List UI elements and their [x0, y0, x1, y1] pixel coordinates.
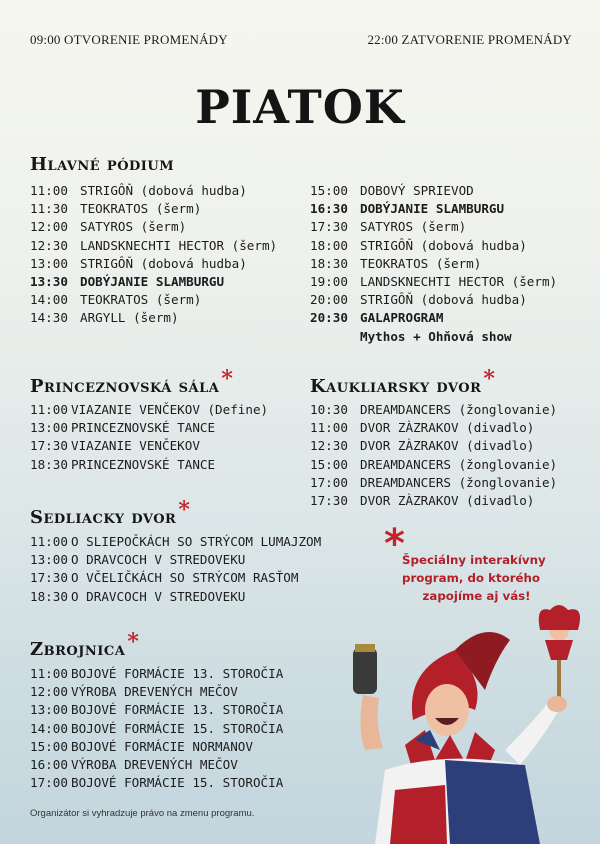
schedule-time: 20:30: [310, 310, 348, 326]
schedule-row: [30, 551, 321, 569]
schedule-row: [310, 401, 557, 419]
schedule-row: [30, 200, 277, 218]
princeznovska-list: [30, 401, 268, 474]
schedule-time: 15:00: [310, 183, 348, 198]
schedule-row: [310, 273, 557, 291]
schedule-event: O VČELIČKÁCH SO STRÝCOM RASŤOM: [71, 570, 299, 586]
section-title-hlavne-podium: Hlavné pódium: [30, 154, 175, 175]
schedule-event: DREAMDANCERS (žonglovanie): [360, 456, 558, 472]
zbrojnica-list: [30, 665, 283, 792]
schedule-time: 13:30: [30, 274, 68, 290]
schedule-time: 14:30: [30, 310, 68, 326]
schedule-row: [30, 218, 277, 236]
schedule-row: [310, 291, 557, 309]
schedule-event: BOJOVÉ FORMÁCIE 13. STOROČIA: [71, 666, 284, 681]
schedule-row: [310, 328, 557, 346]
section-title-princeznovska: Princeznovská sála*: [30, 366, 234, 397]
schedule-event: VÝROBA DREVENÝCH MEČOV: [71, 757, 238, 773]
schedule-time: 18:30: [30, 456, 68, 472]
asterisk-icon: *: [221, 366, 234, 392]
section-title-sedliacky: Sedliacky dvor*: [30, 497, 191, 528]
schedule-time: 17:30: [30, 570, 68, 586]
schedule-row: [310, 419, 557, 437]
schedule-row: [310, 456, 557, 474]
schedule-event: PRINCEZNOVSKÉ TANCE: [71, 420, 216, 436]
section-title-kaukliarsky: Kaukliarsky dvor*: [310, 366, 496, 397]
schedule-event: BOJOVÉ FORMÁCIE NORMANOV: [71, 738, 253, 754]
schedule-row: [30, 738, 283, 756]
schedule-event: BOJOVÉ FORMÁCIE 13. STOROČIA: [71, 702, 284, 718]
schedule-row: [310, 474, 557, 492]
schedule-event: TEOKRATOS (šerm): [360, 255, 482, 271]
schedule-row: [310, 182, 557, 200]
jester-photo: [335, 600, 600, 844]
schedule-event: DOBOVÝ SPRIEVOD: [360, 183, 474, 198]
schedule-row: [30, 701, 283, 719]
schedule-time: 20:00: [310, 292, 348, 308]
schedule-event: PRINCEZNOVSKÉ TANCE: [71, 456, 216, 472]
schedule-row: [30, 237, 277, 255]
schedule-time: 13:00: [30, 420, 68, 436]
schedule-time: 11:00: [30, 666, 68, 681]
schedule-row: [310, 237, 557, 255]
page-title: PIATOK: [195, 80, 405, 134]
schedule-time: 13:00: [30, 552, 68, 568]
schedule-event: TEOKRATOS (šerm): [80, 292, 202, 308]
schedule-event: DREAMDANCERS (žonglovanie): [360, 402, 558, 417]
schedule-event: ARGYLL (šerm): [80, 310, 179, 326]
schedule-row: [310, 492, 557, 510]
schedule-row: [30, 533, 321, 551]
interactive-program-note: Špeciálny interakívny program, do ktorého zapojíme aj vás!: [402, 553, 546, 603]
schedule-row: [30, 683, 283, 701]
schedule-time: 17:30: [30, 438, 68, 454]
schedule-row: [30, 255, 277, 273]
schedule-row: [30, 588, 321, 606]
schedule-time: 15:00: [30, 738, 68, 754]
asterisk-icon: *: [127, 629, 140, 655]
schedule-row: [30, 309, 277, 327]
schedule-event: VIAZANIE VENČEKOV (Define): [71, 402, 269, 417]
schedule-event: GALAPROGRAM: [360, 310, 444, 326]
schedule-row: [310, 437, 557, 455]
schedule-time: 13:00: [30, 255, 68, 271]
schedule-row: [30, 182, 277, 200]
asterisk-icon: *: [178, 497, 191, 523]
kaukliarsky-list: [310, 401, 557, 510]
disclaimer: Organizátor si vyhradzuje právo na zmenu programu.: [30, 808, 255, 819]
schedule-time: 11:00: [30, 183, 68, 198]
schedule-row: [30, 456, 268, 474]
schedule-time: 12:30: [310, 438, 348, 454]
schedule-time: 19:00: [310, 274, 348, 290]
schedule-row: [310, 255, 557, 273]
schedule-time: 11:00: [30, 402, 68, 417]
schedule-event: SATYROS (šerm): [360, 219, 467, 235]
opening-time: 09:00 OTVORENIE PROMENÁDY: [30, 32, 228, 47]
schedule-time: 18:00: [310, 237, 348, 253]
schedule-time: 17:00: [310, 474, 348, 490]
schedule-event: O DRAVCOCH V STREDOVEKU: [71, 588, 246, 604]
asterisk-icon: *: [384, 521, 405, 567]
schedule-event: SATYROS (šerm): [80, 219, 187, 235]
schedule-time: 12:00: [30, 684, 68, 700]
schedule-row: [30, 756, 283, 774]
schedule-event: STRIGÔŇ (dobová hudba): [360, 237, 527, 253]
schedule-event: DOBÝJANIE SLAMBURGU: [80, 274, 225, 290]
schedule-row: [310, 309, 557, 327]
schedule-event: LANDSKNECHTI HECTOR (šerm): [80, 237, 278, 253]
schedule-event: Mythos + Ohňová show: [360, 328, 512, 344]
hlavne-podium-right-list: [310, 182, 557, 346]
section-title-zbrojnica: Zbrojnica*: [30, 629, 140, 660]
schedule-row: [30, 720, 283, 738]
asterisk-icon: *: [483, 366, 496, 392]
schedule-row: [30, 569, 321, 587]
schedule-event: BOJOVÉ FORMÁCIE 15. STOROČIA: [71, 720, 284, 736]
schedule-event: DVOR ZÀZRAKOV (divadlo): [360, 438, 535, 454]
schedule-event: TEOKRATOS (šerm): [80, 201, 202, 217]
schedule-event: DVOR ZÀZRAKOV (divadlo): [360, 493, 535, 509]
schedule-time: 15:00: [310, 456, 348, 472]
schedule-event: BOJOVÉ FORMÁCIE 15. STOROČIA: [71, 775, 284, 791]
schedule-time: 17:30: [310, 493, 348, 509]
schedule-event: VIAZANIE VENČEKOV: [71, 438, 200, 454]
schedule-row: [310, 200, 557, 218]
schedule-time: 13:00: [30, 702, 68, 718]
schedule-time: 16:30: [310, 201, 348, 217]
schedule-time: 12:30: [30, 237, 68, 253]
schedule-row: [30, 665, 283, 683]
schedule-time: 17:00: [30, 775, 68, 791]
schedule-event: DREAMDANCERS (žonglovanie): [360, 474, 558, 490]
schedule-row: [30, 401, 268, 419]
schedule-time: 11:30: [30, 201, 68, 217]
schedule-row: [310, 218, 557, 236]
schedule-time: 11:00: [30, 534, 68, 549]
sedliacky-list: [30, 533, 321, 606]
schedule-time: 14:00: [30, 292, 68, 308]
schedule-event: O DRAVCOCH V STREDOVEKU: [71, 552, 246, 568]
schedule-time: 12:00: [30, 219, 68, 235]
schedule-time: 11:00: [310, 420, 348, 436]
schedule-row: [30, 437, 268, 455]
schedule-time: 16:00: [30, 757, 68, 773]
schedule-time: 18:30: [310, 255, 348, 271]
schedule-event: O SLIEPOČKÁCH SO STRÝCOM LUMAJZOM: [71, 534, 322, 549]
schedule-event: LANDSKNECHTI HECTOR (šerm): [360, 274, 558, 290]
schedule-row: [30, 774, 283, 792]
schedule-event: STRIGÔŇ (dobová hudba): [360, 292, 527, 308]
schedule-time: 18:30: [30, 588, 68, 604]
schedule-time: 14:00: [30, 720, 68, 736]
closing-time: 22:00 ZATVORENIE PROMENÁDY: [367, 32, 572, 47]
schedule-time: 17:30: [310, 219, 348, 235]
schedule-event: STRIGÔŇ (dobová hudba): [80, 255, 247, 271]
hlavne-podium-left-list: [30, 182, 277, 328]
schedule-event: VÝROBA DREVENÝCH MEČOV: [71, 684, 238, 700]
schedule-row: [30, 291, 277, 309]
schedule-event: DVOR ZÀZRAKOV (divadlo): [360, 420, 535, 436]
schedule-row: [30, 273, 277, 291]
schedule-row: [30, 419, 268, 437]
schedule-event: DOBÝJANIE SLAMBURGU: [360, 201, 505, 217]
schedule-time: 10:30: [310, 402, 348, 417]
schedule-event: STRIGÔŇ (dobová hudba): [80, 183, 247, 198]
